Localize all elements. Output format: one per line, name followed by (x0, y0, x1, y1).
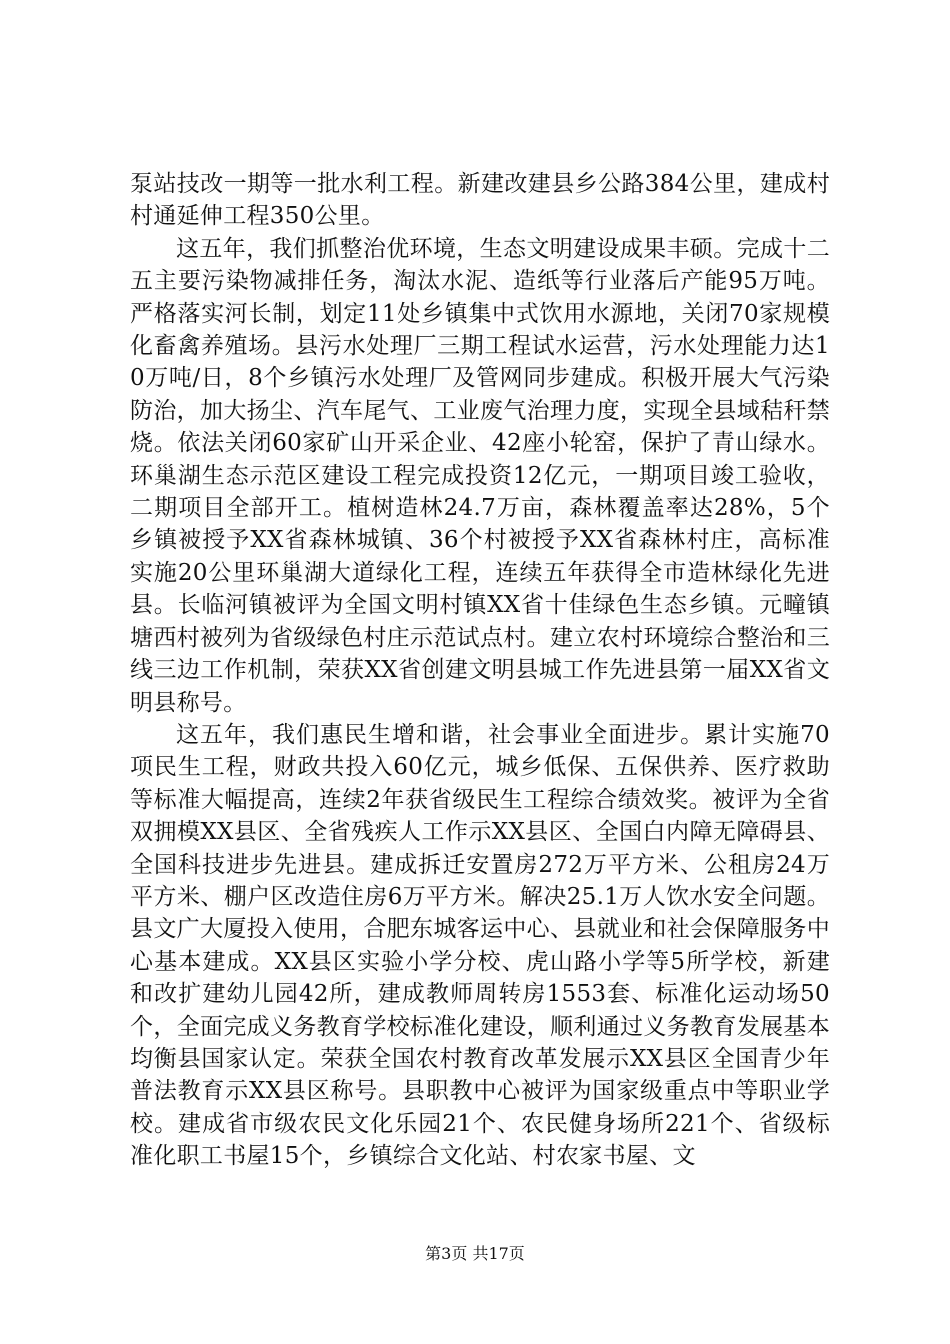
paragraph-livelihood: 这五年，我们惠民生增和谐，社会事业全面进步。累计实施70项民生工程，财政共投入60亿元，城乡低保、五保供养、医疗救助等标准大幅提高，连续2年获省级民生工程综合绩效奖。被评为全省双拥模XX县区、全省残疾人工作示XX县区、全国白内障无障碍县、全国科技进步先进县。建成拆迁安置房272万平方米、公租房24万平方米、棚户区改造住房6万平方米。解决25.1万人饮水安全问题。县文广大厦投入使用，合肥东城客运中心、县就业和社会保障服务中心基本建成。XX县区实验小学分校、虎山路小学等5所学校，新建和改扩建幼儿园42所，建成教师周转房1553套、标准化运动场50个，全面完成义务教育学校标准化建设，顺利通过义务教育发展基本均衡县国家认定。荣获全国农村教育改革发展示XX县区全国青少年普法教育示XX县区称号。县职教中心被评为国家级重点中等职业学校。建成省市级农民文化乐园21个、农民健身场所221个、省级标准化职工书屋15个，乡镇综合文化站、村农家书屋、文 (130, 721, 830, 1170)
page-number-footer: 第3页 共17页 (425, 1244, 525, 1263)
paragraph-ecology: 这五年，我们抓整治优环境，生态文明建设成果丰硕。完成十二五主要污染物减排任务，淘汰水泥、造纸等行业落后产能95万吨。严格落实河长制，划定11处乡镇集中式饮用水源地，关闭70家规模化畜禽养殖场。县污水处理厂三期工程试水运营，污水处理能力达10万吨/日，8个乡镇污水处理厂及管网同步建成。积极开展大气污染防治，加大扬尘、汽车尾气、工业废气治理力度，实现全县域秸秆禁烧。依法关闭60家矿山开采企业、42座小轮窑，保护了青山绿水。环巢湖生态示范区建设工程完成投资12亿元，一期项目竣工验收，二期项目全部开工。植树造林24.7万亩，森林覆盖率达28%，5个乡镇被授予XX省森林城镇、36个村被授予XX省森林村庄，高标准实施20公里环巢湖大道绿化工程，连续五年获得全市造林绿化先进县。长临河镇被评为全国文明村镇XX省十佳绿色生态乡镇。元疃镇塘西村被列为省级绿色村庄示范试点村。建立农村环境综合整治和三线三边工作机制，荣获XX省创建文明县城工作先进县第一届XX省文明县称号。 (130, 235, 830, 716)
paragraph-water-roads: 泵站技改一期等一批水利工程。新建改建县乡公路384公里，建成村村通延伸工程350公里。 (130, 171, 830, 230)
document-body (130, 168, 830, 1173)
